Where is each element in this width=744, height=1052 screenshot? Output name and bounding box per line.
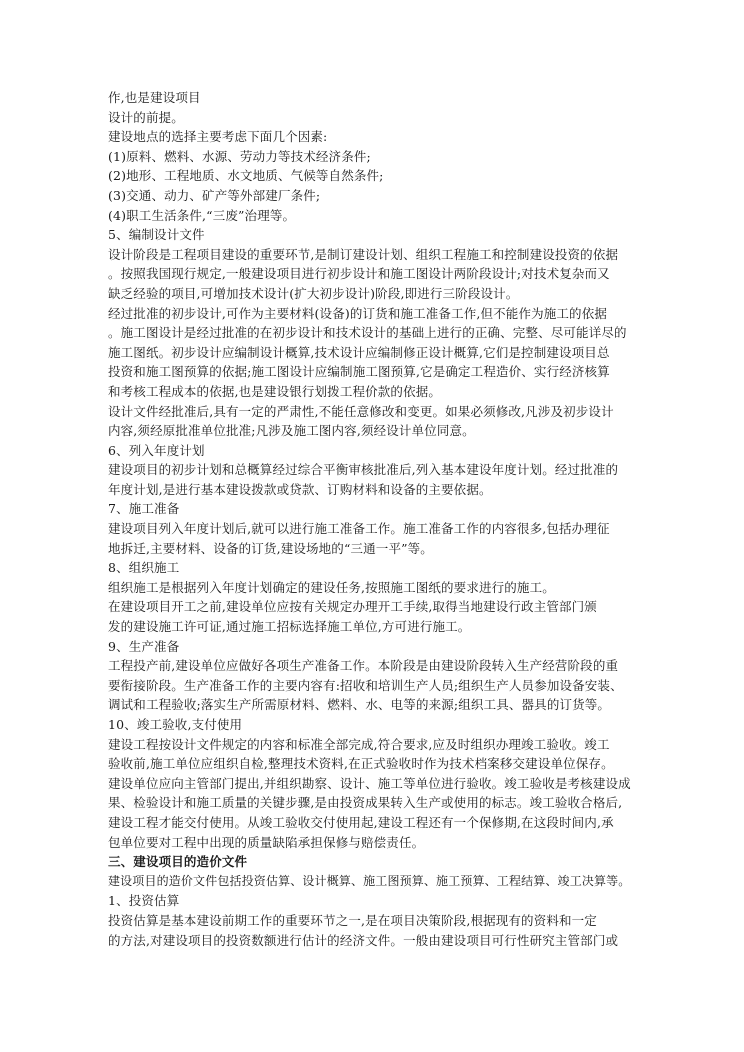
text-line: 验收前,施工单位应组织自检,整理技术资料,在正式验收时作为技术档案移交建设单位保存。 (108, 756, 614, 772)
text-line: 5、编制设计文件 (108, 227, 205, 243)
text-line: 和考核工程成本的依据,也是建设银行划拨工程价款的依据。 (108, 383, 442, 399)
text-line: (2)地形、工程地质、水文地质、气候等自然条件; (108, 168, 384, 184)
text-line: 设计阶段是工程项目建设的重要环节,是制订建设计划、组织工程施工和控制建设投资的依据 (108, 246, 619, 262)
text-line: 包单位要对工程中出现的质量缺陷承担保修与赔偿责任。 (108, 834, 425, 850)
text-line: 建设工程才能交付使用。从竣工验收交付使用起,建设工程还有一个保修期,在这段时间内,承 (108, 814, 614, 830)
text-line: 设计的前提。 (108, 109, 184, 125)
text-line: 作,也是建设项目 (108, 90, 201, 105)
document-body (108, 88, 636, 950)
text-line: (3)交通、动力、矿产等外部建厂条件; (108, 187, 321, 203)
text-line: 的方法,对建设项目的投资数额进行估计的经济文件。一般由建设项目可行性研究主管部门或 (108, 932, 619, 948)
text-line: 8、组织施工 (108, 560, 180, 576)
text-line: 发的建设施工许可证,通过施工招标选择施工单位,方可进行施工。 (108, 619, 471, 635)
text-line: 1、投资估算 (108, 893, 180, 909)
text-line: 在建设项目开工之前,建设单位应按有关规定办理开工手续,取得当地建设行政主管部门颁 (108, 599, 597, 615)
text-line: 地拆迁,主要材料、设备的订货,建设场地的“三通一平”等。 (108, 540, 433, 556)
text-line: 施工图纸。初步设计应编制设计概算,技术设计应编制修正设计概算,它们是控制建设项目总 (108, 344, 610, 360)
text-line: 年度计划,是进行基本建设拨款或贷款、订购材料和设备的主要依据。 (108, 481, 492, 497)
text-line: 要衔接阶段。生产准备工作的主要内容有:招收和培训生产人员;组织生产人员参加设备安装、 (108, 677, 623, 693)
text-line: 10、竣工验收,支付使用 (108, 717, 243, 732)
text-line: 调试和工程验收;落实生产所需原材料、燃料、水、电等的来源;组织工具、器具的订货等。 (108, 697, 611, 713)
text-line: 投资估算是基本建设前期工作的重要环节之一,是在项目决策阶段,根据现有的资料和一定 (108, 912, 597, 928)
text-line: 。按照我国现行规定,一般建设项目进行初步设计和施工图设计两阶段设计;对技术复杂而又 (108, 266, 610, 282)
text-line: 。施工图设计是经过批准的在初步设计和技术设计的基础上进行的正确、完整、尽可能详尽的 (108, 325, 627, 341)
text-line: (1)原料、燃料、水源、劳动力等技术经济条件; (108, 148, 371, 164)
section-heading: 三、建设项目的造价文件 (108, 854, 248, 870)
text-line: 果、检验设计和施工质量的关键步骤,是由投资成果转入生产或使用的标志。竣工验收合格后, (108, 795, 623, 811)
text-line: 组织施工是根据列入年度计划确定的建设任务,按照施工图纸的要求进行的施工。 (108, 579, 555, 595)
text-line: (4)职工生活条件,“三废”治理等。 (108, 207, 296, 223)
text-line: 9、生产准备 (108, 638, 180, 654)
text-line: 建设工程按设计文件规定的内容和标准全部完成,符合要求,应及时组织办理竣工验收。竣工 (108, 736, 610, 752)
text-line: 缺乏经验的项目,可增加技术设计(扩大初步设计)阶段,即进行三阶段设计。 (108, 285, 519, 301)
text-line: 建设项目的造价文件包括投资估算、设计概算、施工图预算、施工预算、工程结算、竣工决算等。 (108, 873, 631, 888)
text-line: 工程投产前,建设单位应做好各项生产准备工作。本阶段是由建设阶段转入生产经营阶段的重 (108, 658, 619, 674)
text-line: 设计文件经批准后,具有一定的严肃性,不能任意修改和变更。如果必须修改,凡涉及初步设计 (108, 403, 614, 419)
text-line: 建设项目的初步计划和总概算经过综合平衡审核批准后,列入基本建设年度计划。经过批准的 (108, 462, 619, 478)
text-line: 建设项目列入年度计划后,就可以进行施工准备工作。施工准备工作的内容很多,包括办理征 (108, 521, 610, 537)
text-line: 7、施工准备 (108, 501, 180, 517)
text-line: 建设单位应向主管部门提出,并组织勘察、设计、施工等单位进行验收。竣工验收是考核建设成 (108, 775, 631, 791)
text-line: 经过批准的初步设计,可作为主要材料(设备)的订货和施工准备工作,但不能作为施工的依据 (108, 305, 608, 321)
text-line: 建设地点的选择主要考虑下面几个因素: (108, 129, 328, 145)
text-line: 内容,须经原批准单位批准;凡涉及施工图内容,须经设计单位同意。 (108, 423, 475, 439)
text-line: 6、列入年度计划 (108, 442, 205, 458)
text-line: 投资和施工图预算的依据;施工图设计应编制施工图预算,它是确定工程造价、实行经济核算 (108, 364, 610, 380)
